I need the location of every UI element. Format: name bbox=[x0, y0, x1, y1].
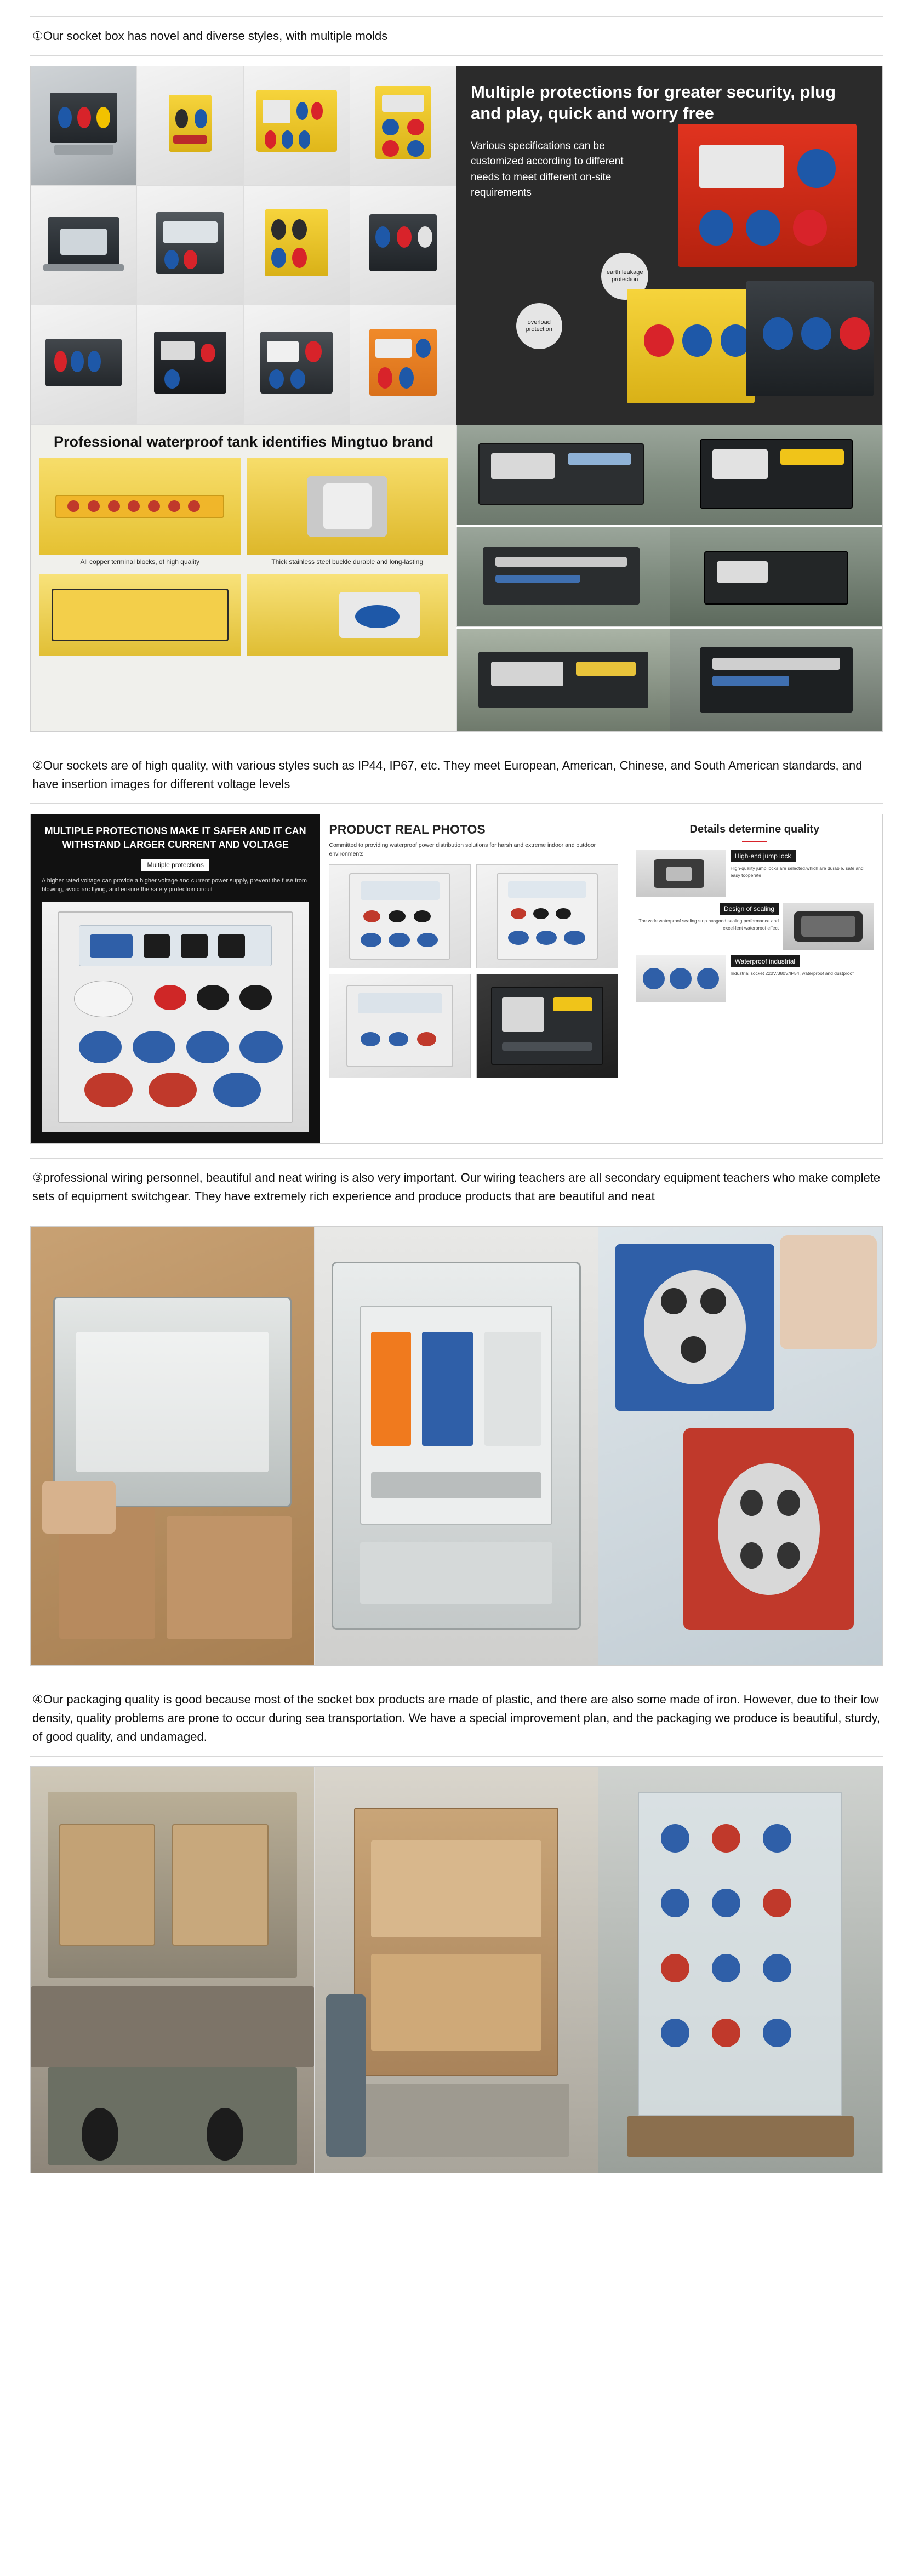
product-thumb bbox=[244, 66, 350, 186]
tank-title: Professional waterproof tank identifies Mingtuo brand bbox=[53, 434, 434, 451]
real-photo bbox=[476, 864, 618, 968]
product-thumb bbox=[31, 66, 137, 186]
real-photo bbox=[476, 974, 618, 1078]
product-thumb bbox=[350, 66, 456, 186]
feature-label: High-end jump lock bbox=[731, 850, 796, 862]
section-1-gallery bbox=[30, 66, 883, 425]
packaging-photo-carton-open bbox=[315, 1767, 598, 2173]
install-photo bbox=[456, 527, 670, 627]
banner-body: Various specifications can be customized according to different needs to meet different on-site requirements bbox=[471, 140, 624, 199]
bubble-overload: overload protection bbox=[516, 303, 562, 349]
install-photo bbox=[670, 425, 883, 525]
details-title: Details determine quality bbox=[689, 823, 820, 836]
section-4-gallery bbox=[30, 1766, 883, 2173]
section-4-heading: ④Our packaging quality is good because most of the socket box products are made of plastic, and there are also some made of iron. However, due to their low density, quality problems are prone to occur during sea transportation. We have a special improvement plan, and the packaging we produce is beautiful, sturdy, of good quality, and undamaged. bbox=[32, 1692, 880, 1744]
wiring-photo-breaker-panel bbox=[315, 1227, 598, 1665]
section-2-heading: ②Our sockets are of high quality, with various styles such as IP44, IP67, etc. They meet European, American, Chinese, and South American standards, and have insertion images for different voltage levels bbox=[32, 759, 863, 791]
real-photos-body: Committed to providing waterproof power distribution solutions for harsh and extreme indoor and outdoor environments bbox=[329, 842, 596, 858]
real-photos-title: PRODUCT REAL PHOTOS bbox=[329, 822, 486, 837]
product-thumb bbox=[244, 186, 350, 305]
feature-sealing bbox=[636, 903, 874, 950]
real-photo bbox=[329, 864, 471, 968]
packaging-photo-truck-loading bbox=[31, 1767, 315, 2173]
feature-desc: High-quality jump locks are selected,which are durable, safe and easy tooperate bbox=[730, 865, 864, 878]
details-quality-panel bbox=[627, 814, 882, 1143]
real-photo bbox=[329, 974, 471, 1078]
banner-title: Multiple protections for greater security, plug and play, quick and worry free bbox=[471, 82, 836, 123]
protection-banner bbox=[456, 66, 882, 425]
tank-left-panel bbox=[31, 425, 456, 731]
product-thumb bbox=[31, 305, 137, 425]
install-photo bbox=[670, 629, 883, 731]
tank-caption-2: Thick stainless steel buckle durable and long-lasting bbox=[271, 557, 424, 566]
poster-product-photo bbox=[42, 902, 309, 1132]
install-photo bbox=[670, 527, 883, 627]
feature-label: Design of sealing bbox=[720, 903, 779, 915]
product-real-photos-panel bbox=[320, 814, 626, 1143]
poster-tag: Multiple protections bbox=[141, 859, 209, 871]
packaging-photo-wrapped-pallet bbox=[598, 1767, 882, 2173]
product-thumb bbox=[31, 186, 137, 305]
multiple-protections-poster bbox=[31, 814, 320, 1143]
feature-desc: The wide waterproof sealing strip hasgood sealing performance and excel-lent waterproof effect bbox=[638, 918, 779, 931]
install-photo bbox=[456, 425, 670, 525]
product-thumb bbox=[137, 305, 243, 425]
section-2-panels bbox=[30, 814, 883, 1144]
section-3-gallery bbox=[30, 1226, 883, 1666]
waterproof-tank-block bbox=[30, 425, 883, 732]
product-thumb-grid bbox=[31, 66, 456, 425]
title-underline bbox=[742, 841, 767, 842]
feature-jump-lock bbox=[636, 850, 874, 897]
wiring-photo-hand-holding-box bbox=[31, 1227, 315, 1665]
product-thumb bbox=[350, 186, 456, 305]
feature-desc: Industrial socket 220V/380V/IP54, waterproof and dustproof bbox=[730, 971, 854, 977]
feature-label: Waterproof industrial bbox=[731, 955, 800, 967]
section-1-heading: ①Our socket box has novel and diverse styles, with multiple molds bbox=[32, 29, 388, 43]
tank-photo-4 bbox=[247, 574, 448, 656]
install-photo-grid bbox=[456, 425, 882, 731]
tank-feature-buckle bbox=[247, 458, 448, 568]
product-thumb bbox=[350, 305, 456, 425]
bubble-earth-leakage: earth leakage protection bbox=[601, 253, 648, 300]
install-photo bbox=[456, 629, 670, 731]
product-thumb bbox=[137, 66, 243, 186]
tank-feature-terminal bbox=[39, 458, 241, 568]
product-thumb bbox=[137, 186, 243, 305]
poster-title: MULTIPLE PROTECTIONS MAKE IT SAFER AND IT CAN WITHSTAND LARGER CURRENT AND VOLTAGE bbox=[44, 825, 306, 850]
wiring-photo-socket-closeup bbox=[598, 1227, 882, 1665]
feature-waterproof-industrial bbox=[636, 955, 874, 1002]
section-3-heading: ③professional wiring personnel, beautiful and neat wiring is also very important. Our wiring teachers are all secondary equipment teachers who make complete sets of equipment switchgear. They have extremely rich experience and produce products that are beautiful and neat bbox=[32, 1170, 881, 1203]
tank-caption-1: All copper terminal blocks, of high quality bbox=[80, 557, 199, 566]
product-thumb bbox=[244, 305, 350, 425]
tank-photo-3 bbox=[39, 574, 241, 656]
poster-body: A higher rated voltage can provide a higher voltage and current power supply, prevent the fuse from blowing, avoid arc flying, and ensure the safety protection circuit bbox=[42, 877, 307, 893]
